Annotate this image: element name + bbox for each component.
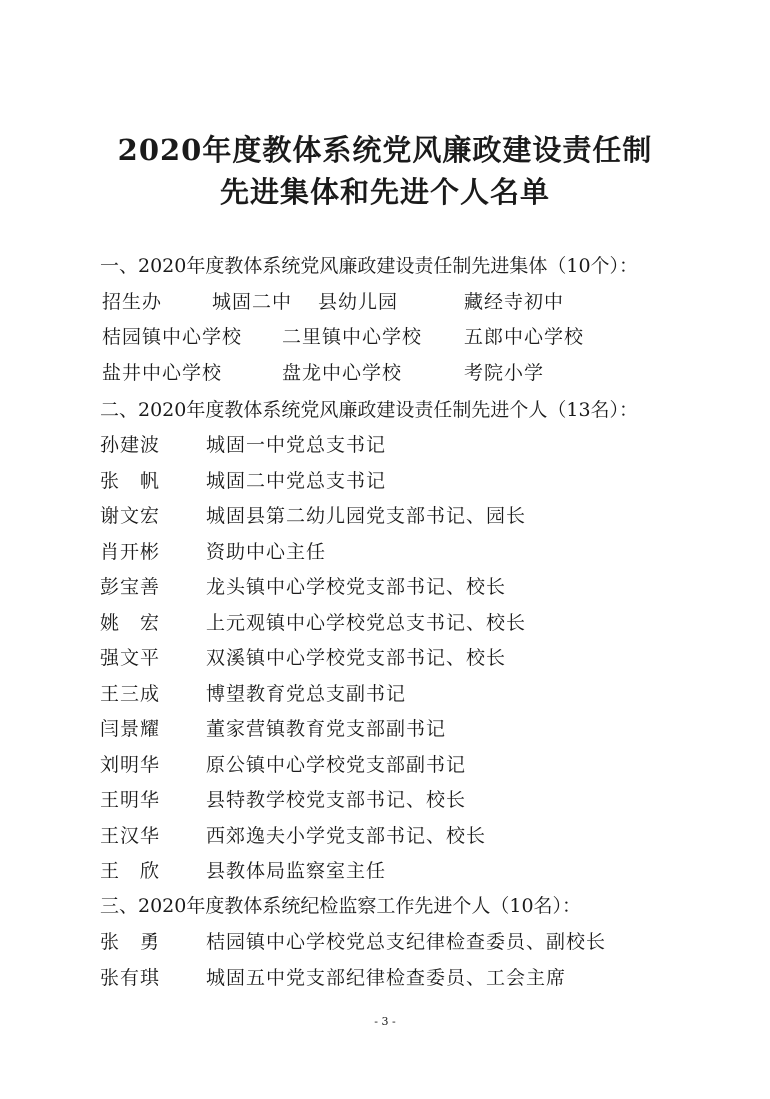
document-title-line2: 先进集体和先进个人名单 — [219, 175, 550, 209]
person-role: 城固二中党总支书记 — [206, 470, 387, 492]
person-role: 龙头镇中心学校党支部书记、校长 — [206, 576, 507, 598]
section1-heading: 一、2020年度教体系统党风廉政建设责任制先进集体（10个）： — [100, 255, 639, 277]
person-role: 城固一中党总支书记 — [206, 434, 387, 456]
person-role: 县特教学校党支部书记、校长 — [206, 789, 467, 811]
collective-name: 五郎中心学校 — [464, 326, 585, 348]
person-name: 谢文宏 — [100, 505, 161, 527]
person-role: 原公镇中心学校党支部副书记 — [206, 754, 467, 776]
collective-name: 盐井中心学校 — [102, 362, 223, 384]
person-name: 刘明华 — [100, 754, 161, 776]
person-role: 董家营镇教育党支部副书记 — [206, 718, 447, 740]
person-role: 县教体局监察室主任 — [206, 860, 387, 882]
page-number: - 3 - — [374, 1015, 396, 1028]
person-name: 强文平 — [100, 647, 161, 669]
person-role: 资助中心主任 — [206, 541, 327, 563]
collective-name: 桔园镇中心学校 — [102, 326, 243, 348]
person-name: 张 勇 — [100, 931, 161, 953]
person-name: 王 欣 — [100, 860, 161, 882]
person-name: 张有琪 — [100, 967, 161, 989]
collective-name: 城固二中 — [212, 291, 293, 313]
person-name: 彭宝善 — [100, 576, 161, 598]
person-role: 桔园镇中心学校党总支纪律检查委员、副校长 — [206, 931, 607, 953]
person-name: 王三成 — [100, 683, 161, 705]
collective-name: 招生办 — [102, 291, 163, 313]
person-name: 王汉华 — [100, 825, 161, 847]
person-role: 双溪镇中心学校党支部书记、校长 — [206, 647, 507, 669]
person-role: 博望教育党总支副书记 — [206, 683, 407, 705]
person-name: 王明华 — [100, 789, 161, 811]
person-name: 孙建波 — [100, 434, 161, 456]
document-title-line1: 2020年度教体系统党风廉政建设责任制 — [117, 133, 653, 167]
section3-heading: 三、2020年度教体系统纪检监察工作先进个人（10名）： — [100, 895, 582, 917]
person-name: 肖开彬 — [100, 541, 161, 563]
collective-name: 盘龙中心学校 — [282, 362, 403, 384]
section2-heading: 二、2020年度教体系统党风廉政建设责任制先进个人（13名）： — [100, 399, 639, 421]
collective-name: 二里镇中心学校 — [282, 326, 423, 348]
person-role: 上元观镇中心学校党总支书记、校长 — [206, 612, 527, 634]
collective-name: 县幼儿园 — [318, 291, 399, 313]
collective-name: 考院小学 — [464, 362, 545, 384]
person-role: 城固五中党支部纪律检查委员、工会主席 — [206, 967, 567, 989]
person-role: 城固县第二幼儿园党支部书记、园长 — [206, 505, 527, 527]
collective-name: 藏经寺初中 — [464, 291, 565, 313]
person-name: 闫景耀 — [100, 718, 161, 740]
person-name: 姚 宏 — [100, 612, 161, 634]
person-role: 西郊逸夫小学党支部书记、校长 — [206, 825, 487, 847]
person-name: 张 帆 — [100, 470, 161, 492]
